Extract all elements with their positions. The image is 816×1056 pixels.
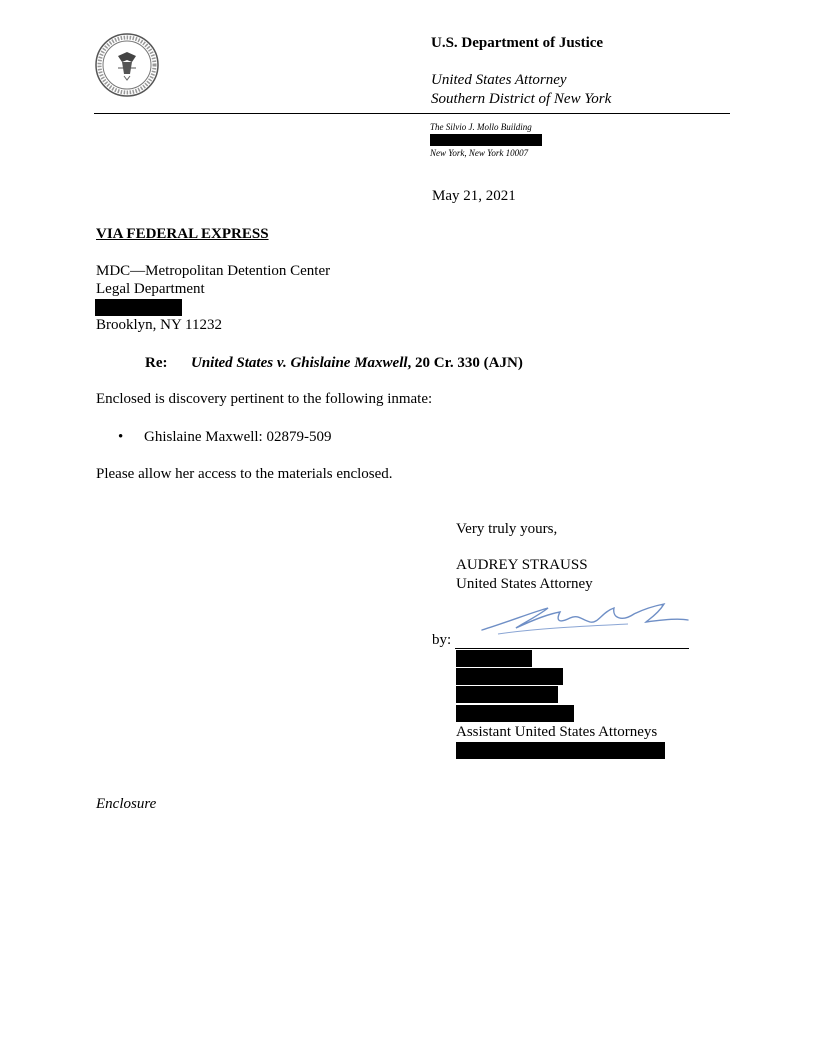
body-paragraph-1: Enclosed is discovery pertinent to the following inmate: (96, 391, 433, 407)
inmate-item: Ghislaine Maxwell: 02879-509 (144, 429, 332, 445)
handwritten-signature (478, 600, 690, 640)
signer-title: United States Attorney (456, 576, 593, 592)
office-line-1: United States Attorney (431, 72, 567, 88)
office-line-2: Southern District of New York (431, 91, 612, 107)
re-line (145, 355, 523, 372)
redaction-bar (456, 686, 558, 703)
letterhead-divider (94, 113, 730, 114)
building-name: The Silvio J. Mollo Building (430, 122, 532, 132)
redaction-bar (456, 742, 665, 759)
body-paragraph-2: Please allow her access to the materials enclosed. (96, 466, 393, 482)
recipient-line-1: MDC—Metropolitan Detention Center (96, 263, 331, 279)
city-line: New York, New York 10007 (430, 148, 529, 158)
letter-date: May 21, 2021 (432, 188, 516, 204)
ausa-title: Assistant United States Attorneys (456, 724, 658, 740)
redaction-bar (456, 650, 532, 667)
signature-line (455, 648, 689, 649)
by-label: by: (432, 632, 452, 648)
case-number: , 20 Cr. 330 (AJN) (407, 355, 523, 371)
redaction-bar (456, 668, 563, 685)
salutation: Very truly yours, (456, 521, 558, 537)
bullet-icon: • (118, 429, 124, 445)
case-name: United States v. Ghislaine Maxwell (191, 355, 408, 371)
re-label: Re: (145, 355, 168, 371)
redaction-bar (456, 705, 574, 722)
recipient-line-4: Brooklyn, NY 11232 (96, 317, 222, 333)
enclosure-note: Enclosure (96, 796, 157, 812)
redaction-bar (95, 299, 182, 316)
recipient-line-2: Legal Department (96, 281, 205, 297)
doj-seal-icon (94, 32, 160, 98)
redaction-bar (430, 134, 542, 146)
department-name: U.S. Department of Justice (431, 35, 604, 51)
delivery-method: VIA FEDERAL EXPRESS (96, 226, 269, 242)
signer-name: AUDREY STRAUSS (456, 557, 588, 573)
